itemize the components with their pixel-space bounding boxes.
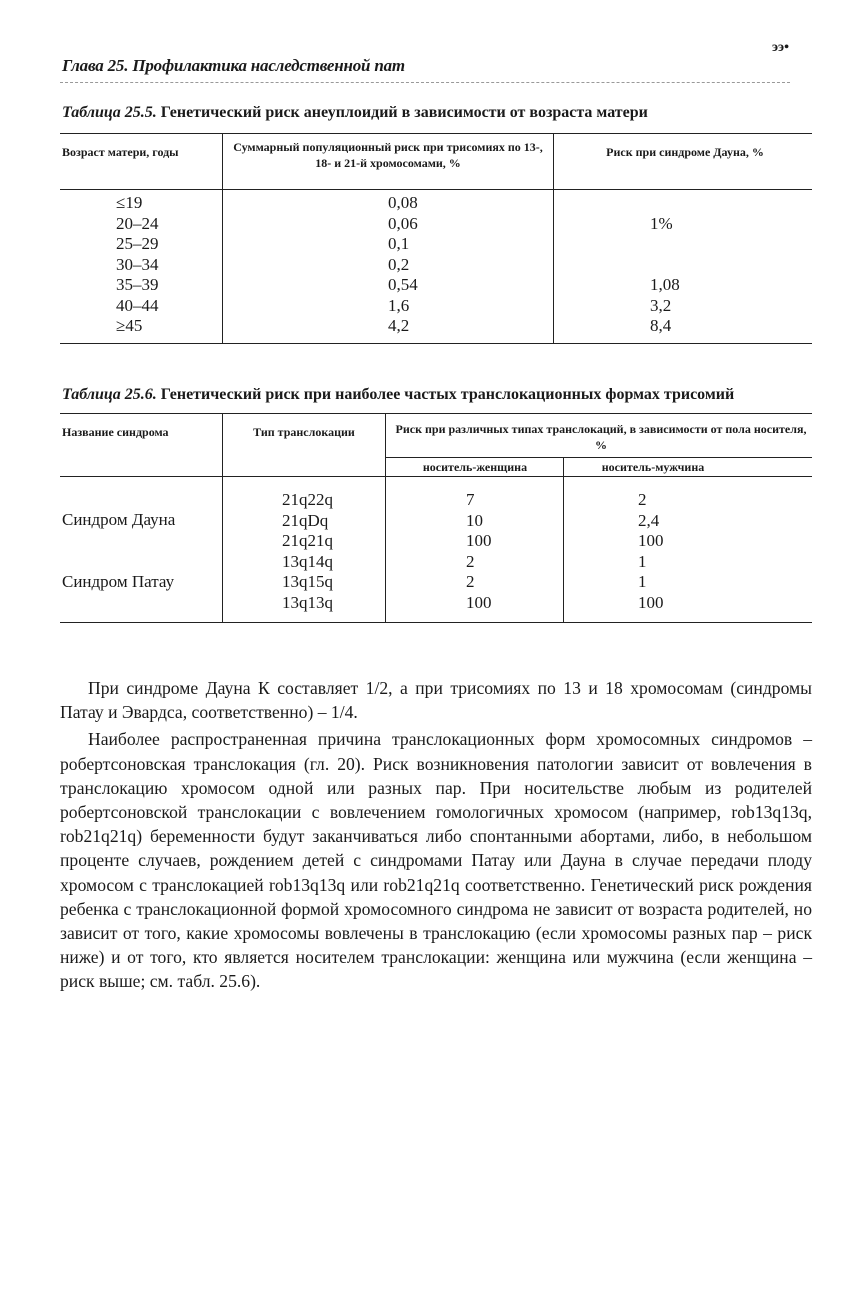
table1-title: Генетический риск анеуплоидий в зависимости от возраста матери xyxy=(160,104,648,121)
table-cell: 2 xyxy=(466,551,475,571)
table1-body-divider xyxy=(222,190,223,343)
table-cell: 100 xyxy=(466,592,492,612)
table2-title: Генетический риск при наиболее частых транслокационных формах трисомий xyxy=(160,386,735,403)
table-cell: 1 xyxy=(638,551,647,571)
table-cell xyxy=(650,193,730,214)
table-cell: 2 xyxy=(638,490,647,509)
table-cell: 0,54 xyxy=(388,275,418,294)
page-number: ээ• xyxy=(772,40,790,55)
table-cell: 0,1 xyxy=(388,234,410,253)
table-cell: 100 xyxy=(638,592,664,612)
table1-header-down-risk: Риск при синдроме Дауна, % xyxy=(606,145,764,159)
table-cell: 13q14q xyxy=(282,551,333,571)
table1-risk-column xyxy=(388,193,468,337)
syndrome-name: Синдром Патау xyxy=(62,572,175,591)
table2-header-divider xyxy=(222,414,223,476)
table-cell: 2 xyxy=(466,572,475,591)
header-divider xyxy=(60,82,790,83)
body-text xyxy=(60,676,812,994)
table2-body-divider xyxy=(222,477,223,622)
table2-caption xyxy=(62,386,734,404)
table-cell: 13q13q xyxy=(282,592,333,612)
table-cell: 3,2 xyxy=(650,295,672,315)
paragraph: При синдроме Дауна К составляет 1/2, а при трисомиях по 13 и 18 хромосомам (синдромы Патау и Эвардса, соответственно) – 1/4. xyxy=(60,678,812,723)
table-cell: 40–44 xyxy=(116,295,159,315)
table2-subheader-rule xyxy=(385,457,812,458)
table1-header-rule xyxy=(60,189,812,190)
table2-type-column xyxy=(282,490,362,613)
table-cell: 2,4 xyxy=(638,510,660,530)
table2-header-divider xyxy=(385,414,386,476)
table1-top-rule xyxy=(60,133,812,134)
table-cell: 13q15q xyxy=(282,572,333,591)
table-cell: 20–24 xyxy=(116,213,159,233)
table1-label: Таблица 25.5. xyxy=(62,104,157,121)
paragraph: Наиболее распространенная причина транслокационных форм хромосомных синдромов – робертсоновская транслокация (гл. 20). Риск возникновения патологии зависит от вовлечения в транслокацию хромосом одной или разных пар. При носительстве любым из родителей робертсоновской транслокации с вовлечением гомологичных хромосом (например, rob13q13q, rob21q21q) беременности будут заканчиваться либо спонтанными абортами, либо, в небольшом проценте случаев, рождением детей с синдромами Патау или Дауна в случае передачи плоду хромосом с транслокацией rob13q13q или rob21q21q соответственно. Генетический риск рождения ребенка с транслокационной формой хромосомного синдрома не зависит от возраста родителей, но зависит от того, какие хромосомы вовлечены в транслокацию (если хромосомы разных пар – риск ниже) и от того, кто является носителем транслокации: женщина или мужчина (если женщина – риск выше; см. табл. 25.6). xyxy=(60,729,812,992)
table-cell: 10 xyxy=(466,510,483,530)
table-cell: 7 xyxy=(466,490,475,509)
table-cell: 25–29 xyxy=(116,234,159,253)
table2-body-divider xyxy=(385,477,386,622)
table-cell: 35–39 xyxy=(116,275,159,294)
table-cell: 1% xyxy=(650,213,673,233)
table-cell: ≥45 xyxy=(116,316,143,335)
table-cell: 1,6 xyxy=(388,295,410,315)
table-cell: 100 xyxy=(638,531,664,550)
table-cell: 21qDq xyxy=(282,510,329,530)
table-cell: 8,4 xyxy=(650,316,672,335)
table2-header-male: носитель-мужчина xyxy=(601,460,705,474)
table2-female-column xyxy=(466,490,526,613)
table-cell: 0,06 xyxy=(388,213,418,233)
table2-header-type: Тип транслокации xyxy=(253,425,355,439)
table2-header-rule xyxy=(60,476,812,477)
table1-header-divider xyxy=(553,134,554,189)
table-cell: 1,08 xyxy=(650,275,680,294)
table2-header-risk: Риск при различных типах транслокаций, в зависимости от пола носителя, % xyxy=(395,422,807,452)
table-cell: 100 xyxy=(466,531,492,550)
table1-header-age: Возраст матери, годы xyxy=(62,145,179,159)
table-cell: 4,2 xyxy=(388,316,410,335)
table2-male-column xyxy=(638,490,698,613)
table1-header-divider xyxy=(222,134,223,189)
table1-age-column xyxy=(116,193,196,337)
table2-label: Таблица 25.6. xyxy=(62,386,157,403)
running-head: Глава 25. Профилактика наследственной пат xyxy=(62,56,405,75)
table1-bottom-rule xyxy=(60,343,812,344)
table-cell: ≤19 xyxy=(116,193,143,212)
table1-header-population-risk: Суммарный популяционный риск при трисомиях по 13-, 18- и 21-й хромосомами, % xyxy=(233,140,543,170)
table-cell: 1 xyxy=(638,572,647,591)
table2-body-divider xyxy=(563,477,564,622)
table2-subheader-divider xyxy=(563,457,564,476)
table2-header-female: носитель-женщина xyxy=(422,460,528,474)
table-cell: 30–34 xyxy=(116,254,159,274)
table1-down-column xyxy=(650,193,730,337)
table-cell: 0,2 xyxy=(388,254,410,274)
table2-header-syndrome: Название синдрома xyxy=(62,425,169,439)
table-cell xyxy=(650,255,730,276)
syndrome-name: Синдром Дауна xyxy=(62,510,176,529)
table2-top-rule xyxy=(60,413,812,414)
table-cell: 0,08 xyxy=(388,193,418,212)
table-cell xyxy=(650,234,730,255)
table-cell: 21q22q xyxy=(282,490,333,509)
table2-bottom-rule xyxy=(60,622,812,623)
table-cell: 21q21q xyxy=(282,531,333,550)
table1-caption xyxy=(62,104,648,122)
table1-body-divider xyxy=(553,190,554,343)
